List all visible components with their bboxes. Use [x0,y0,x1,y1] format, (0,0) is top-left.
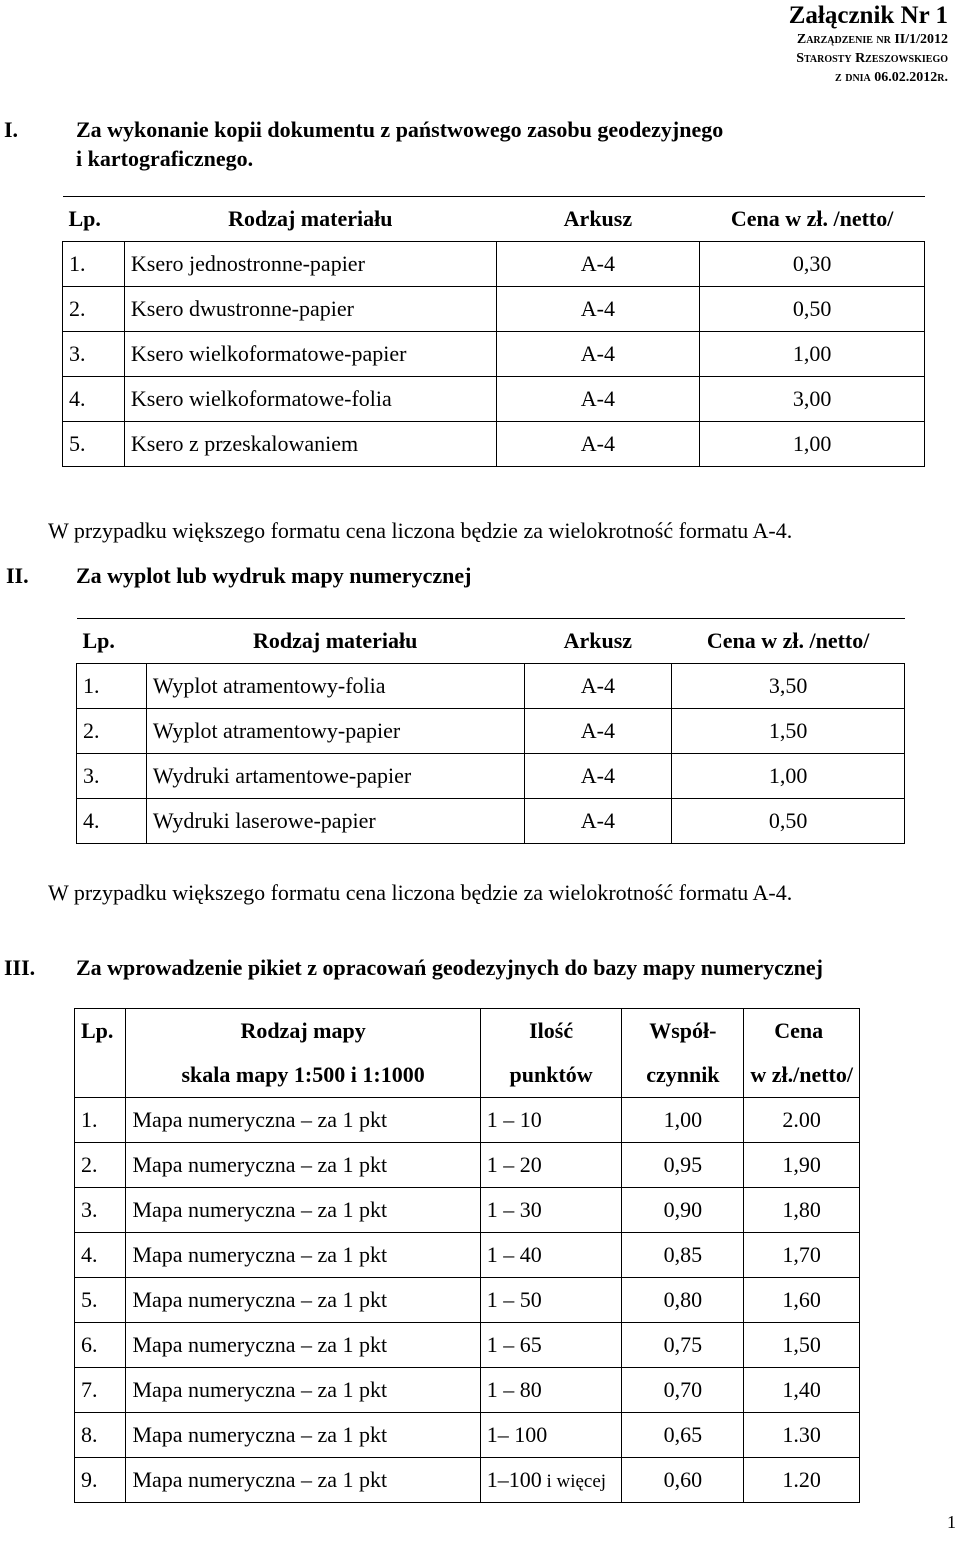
material-cell: Ksero wielkoformatowe-folia [124,377,496,422]
map-type-cell: Mapa numeryczna – za 1 pkt [126,1278,480,1323]
lp-cell: 3. [63,332,125,377]
table-row [75,1323,860,1368]
column-header-lp: Lp. [77,619,147,664]
table-row [63,422,925,467]
column-header-lp: Lp. [63,197,125,242]
map-type-cell: Mapa numeryczna – za 1 pkt [126,1368,480,1413]
lp-cell: 9. [75,1458,126,1503]
table-row [77,664,905,709]
price-cell: 2.00 [744,1098,860,1143]
section-2-note: W przypadku większego formatu cena liczona będzie za wielokrotność formatu A-4. [48,880,793,905]
lp-cell: 4. [75,1233,126,1278]
sheet-cell: A-4 [496,242,700,287]
points-cell: 1 – 30 [480,1188,622,1233]
price-cell: 1.20 [744,1458,860,1503]
material-cell: Wyplot atramentowy-papier [146,709,524,754]
sheet-cell: A-4 [524,664,672,709]
lp-cell: 1. [77,664,147,709]
table-row [75,1458,860,1503]
factor-cell: 0,85 [622,1233,744,1278]
lp-cell: 3. [77,754,147,799]
section-1-title-line1: Za wykonanie kopii dokumentu z państwowego zasobu geodezyjnego [76,117,724,142]
sheet-cell: A-4 [496,377,700,422]
column-header-factor: Współ- [622,1009,744,1054]
lp-cell: 8. [75,1413,126,1458]
map-type-cell: Mapa numeryczna – za 1 pkt [126,1413,480,1458]
table-row [75,1143,860,1188]
lp-cell: 4. [77,799,147,844]
column-header-material: Rodzaj materiału [146,619,524,664]
table-row [75,1098,860,1143]
price-cell: 3,50 [672,664,905,709]
section-1-note: W przypadku większego formatu cena liczona będzie za wielokrotność formatu A-4. [48,518,793,543]
map-type-cell: Mapa numeryczna – za 1 pkt [126,1323,480,1368]
price-cell: 1.30 [744,1413,860,1458]
lp-cell: 1. [75,1098,126,1143]
table-header-row [77,619,905,664]
price-cell: 1,00 [672,754,905,799]
ordinance-date: z dnia 06.02.2012r. [835,70,948,85]
table-row [63,242,925,287]
points-suffix: i więcej [541,1471,607,1492]
points-cell: 1 – 65 [480,1323,622,1368]
points-value: 1–100 [486,1467,542,1492]
material-cell: Wydruki artamentowe-papier [146,754,524,799]
ordinance-number: Zarządzenie nr II/1/2012 [796,32,948,47]
price-cell: 1,60 [744,1278,860,1323]
column-header-map-type: Rodzaj mapy [126,1009,480,1054]
sheet-cell: A-4 [524,709,672,754]
table-row [77,754,905,799]
column-header-factor-cont: czynnik [622,1053,744,1098]
table-row [75,1233,860,1278]
section-1-table [62,196,925,467]
section-1-title-line2: i kartograficznego. [76,146,254,171]
map-type-cell: Mapa numeryczna – za 1 pkt [126,1098,480,1143]
table-row [75,1188,860,1233]
table-row [75,1278,860,1323]
sheet-cell: A-4 [524,754,672,799]
price-cell: 1,50 [744,1323,860,1368]
section-1-number: I. [4,117,19,142]
factor-cell: 0,65 [622,1413,744,1458]
factor-cell: 0,75 [622,1323,744,1368]
material-cell: Ksero dwustronne-papier [124,287,496,332]
map-type-cell: Mapa numeryczna – za 1 pkt [126,1143,480,1188]
table-header-row [75,1009,860,1054]
lp-cell: 2. [75,1143,126,1188]
column-header-lp-cont [75,1053,126,1098]
price-cell: 0,50 [672,799,905,844]
sheet-cell: A-4 [496,422,700,467]
section-3-table [74,1008,860,1503]
lp-cell: 2. [63,287,125,332]
material-cell: Ksero z przeskalowaniem [124,422,496,467]
table-header-row [63,197,925,242]
factor-cell: 0,80 [622,1278,744,1323]
lp-cell: 2. [77,709,147,754]
map-type-cell: Mapa numeryczna – za 1 pkt [126,1458,480,1503]
factor-cell: 0,70 [622,1368,744,1413]
price-cell: 1,70 [744,1233,860,1278]
column-header-map-scale: skala mapy 1:500 i 1:1000 [126,1053,480,1098]
material-cell: Ksero jednostronne-papier [124,242,496,287]
table-header-row-2 [75,1053,860,1098]
points-cell: 1 – 80 [480,1368,622,1413]
attachment-title: Załącznik Nr 1 [788,2,948,29]
map-type-cell: Mapa numeryczna – za 1 pkt [126,1188,480,1233]
price-cell: 0,50 [700,287,925,332]
table-row [75,1413,860,1458]
lp-cell: 4. [63,377,125,422]
column-header-material: Rodzaj materiału [124,197,496,242]
table-row [63,287,925,332]
price-cell: 1,50 [672,709,905,754]
price-cell: 0,30 [700,242,925,287]
price-cell: 1,90 [744,1143,860,1188]
price-cell: 1,80 [744,1188,860,1233]
section-2-number: II. [6,563,29,588]
material-cell: Ksero wielkoformatowe-papier [124,332,496,377]
lp-cell: 5. [75,1278,126,1323]
table-row [75,1368,860,1413]
price-cell: 1,00 [700,332,925,377]
column-header-price-unit: w zł./netto/ [744,1053,860,1098]
section-2-table [76,618,905,844]
factor-cell: 0,95 [622,1143,744,1188]
column-header-price: Cena w zł. /netto/ [700,197,925,242]
section-2-title: Za wyplot lub wydruk mapy numerycznej [76,563,472,588]
page-number: 1 [947,1512,956,1532]
column-header-price: Cena w zł. /netto/ [672,619,905,664]
table-row [63,377,925,422]
sheet-cell: A-4 [496,287,700,332]
lp-cell: 7. [75,1368,126,1413]
ordinance-issuer: Starosty Rzeszowskiego [796,51,948,66]
lp-cell: 6. [75,1323,126,1368]
section-3-title: Za wprowadzenie pikiet z opracowań geodezyjnych do bazy mapy numerycznej [76,955,823,980]
points-cell: 1– 100 [480,1413,622,1458]
price-cell: 1,00 [700,422,925,467]
column-header-quantity: Ilość [480,1009,622,1054]
points-cell [480,1458,622,1503]
points-cell: 1 – 20 [480,1143,622,1188]
material-cell: Wydruki laserowe-papier [146,799,524,844]
sheet-cell: A-4 [496,332,700,377]
table-row [77,799,905,844]
map-type-cell: Mapa numeryczna – za 1 pkt [126,1233,480,1278]
lp-cell: 3. [75,1188,126,1233]
column-header-price: Cena [744,1009,860,1054]
table-row [63,332,925,377]
sheet-cell: A-4 [524,799,672,844]
material-cell: Wyplot atramentowy-folia [146,664,524,709]
points-cell: 1 – 10 [480,1098,622,1143]
table-row [77,709,905,754]
column-header-sheet: Arkusz [496,197,700,242]
price-cell: 3,00 [700,377,925,422]
factor-cell: 0,90 [622,1188,744,1233]
lp-cell: 5. [63,422,125,467]
factor-cell: 1,00 [622,1098,744,1143]
column-header-points: punktów [480,1053,622,1098]
points-cell: 1 – 40 [480,1233,622,1278]
factor-cell: 0,60 [622,1458,744,1503]
price-cell: 1,40 [744,1368,860,1413]
column-header-sheet: Arkusz [524,619,672,664]
lp-cell: 1. [63,242,125,287]
column-header-lp: Lp. [75,1009,126,1054]
section-3-number: III. [4,955,36,980]
points-cell: 1 – 50 [480,1278,622,1323]
